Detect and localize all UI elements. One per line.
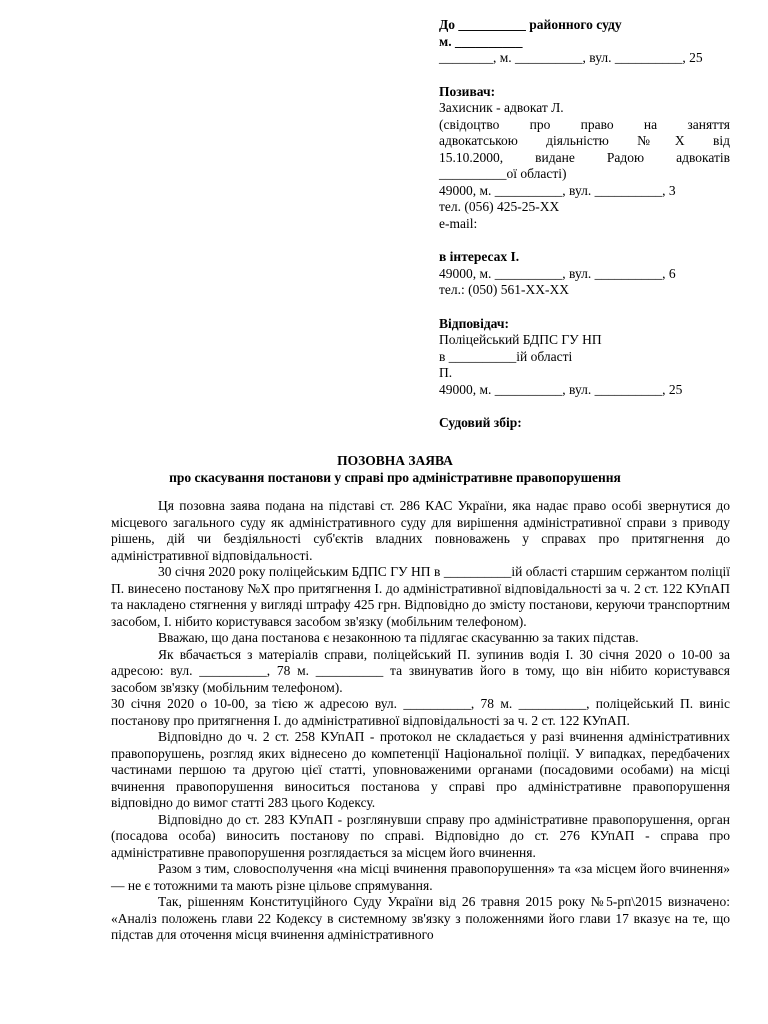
plaintiff-cert-line: 15.10.2000, видане Радою адвокатів [439, 149, 730, 165]
represented-address: 49000, м. __________, вул. __________, 6 [439, 265, 676, 281]
recipient-court: До __________ районного суду [439, 17, 622, 32]
plaintiff-cert-line: (свідоцтво про право на заняття [439, 116, 730, 132]
document-subtitle: про скасування постанови у справі про адміністративне правопорушення [169, 469, 621, 485]
plaintiff-cert-line: __________ої області) [439, 166, 567, 181]
document-title: ПОЗОВНА ЗАЯВА [337, 453, 453, 468]
defendant-region: в __________ій області [439, 348, 573, 364]
recipient-address: ________, м. __________, вул. __________, 25 [439, 50, 703, 65]
plaintiff-phone: тел. (056) 425-25-ХХ [439, 199, 560, 214]
body-paragraph: Разом з тим, словосполучення «на місці вчинення правопорушення» та «за місцем його вчинення» — не є тотожними та мають різне цільове спрямування. [111, 861, 730, 893]
represented-label: в інтересах І. [439, 249, 520, 264]
plaintiff-cert-line: адвокатською діяльністю №Х від [439, 133, 730, 148]
body-paragraph: Відповідно до ч. 2 ст. 258 КУпАП - протокол не складається у разі вчинення адміністративних правопорушень, розгляд яких віднесено до компетенції Національної поліції. У випадках, передбачених частинами першою та другою цієї статті, уповноваженими органами (посадовими особами) на місці вчинення правопорушення виноситься постанова у справі про адміністративне правопорушення відповідно до вимог статті 283 цього Кодексу. [111, 729, 730, 810]
plaintiff-email: e-mail: [439, 215, 478, 231]
defendant-label: Відповідач: [439, 315, 509, 331]
body-paragraph: Вважаю, що дана постанова є незаконною та підлягає скасуванню за таких підстав. [158, 630, 639, 645]
plaintiff-name: Захисник - адвокат Л. [439, 100, 564, 115]
plaintiff-label: Позивач: [439, 83, 496, 99]
defendant-initial: П. [439, 365, 453, 380]
body-paragraph: 30 січня 2020 року поліцейським БДПС ГУ НП в __________ій області старшим сержантом поліції П. винесено постанову №Х про притягнення І. до адміністративної відповідальності за ч. 2 ст. 122 КУпАП та накладено стягнення у вигляді штрафу 425 грн. Відповідно до змісту постанови, керуючи транспортним засобом, І. нібито користувався засобом зв'язку (мобільним телефоном). [111, 564, 730, 629]
defendant-name: Поліцейський БДПС ГУ НП [439, 332, 602, 347]
body-paragraph: Відповідно до ст. 283 КУпАП - розглянувши справу про адміністративне правопорушення, орган (посадова особа) виносить постанову по справі. Відповідно до ст. 276 КУпАП - справа про адміністративне правопорушення розглядається за місцем його вчинення. [111, 811, 730, 860]
recipient-city: м. __________ [439, 33, 523, 49]
body-paragraph: Ця позовна заява подана на підставі ст. 286 КАС України, яка надає право особі звернутися до місцевого загального суду як адміністративного суду для вирішення адміністративної справи з приводу рішень, дій чи бездіяльності суб'єктів владних повноважень у справах про притягнення до адміністративної відповідальності. [111, 498, 730, 563]
address-block [439, 17, 730, 432]
defendant-address: 49000, м. __________, вул. __________, 25 [439, 381, 683, 397]
body-paragraph: 30 січня 2020 о 10-00, за тією ж адресою вул. __________, 78 м. __________, поліцейський П. виніс постанову про притягнення І. до адміністративної відповідальності за ч. 2 ст. 122 КУпАП. [111, 696, 730, 728]
document-heading [60, 453, 730, 486]
body-paragraph: Так, рішенням Конституційного Суду України від 26 травня 2015 року №5-рп\2015 визначено: «Аналіз положень глави 22 Кодексу в системному зв'язку з положеннями його глави 17 вказує на те, що підстав для оточення місця вчинення адміністративного [111, 894, 730, 942]
court-fee-label: Судовий збір: [439, 415, 522, 430]
plaintiff-address: 49000, м. __________, вул. __________, 3 [439, 182, 676, 198]
claim-body [111, 498, 730, 944]
body-paragraph: Як вбачається з матеріалів справи, поліцейський П. зупинив водія І. 30 січня 2020 о 10-00 за адресою: вул. __________, 78 м. __________ та звинуватив його в тому, що він нібито користувався засобом зв'язку (мобільним телефоном). [111, 646, 730, 695]
represented-phone: тел.: (050) 561-ХХ-ХХ [439, 282, 569, 297]
